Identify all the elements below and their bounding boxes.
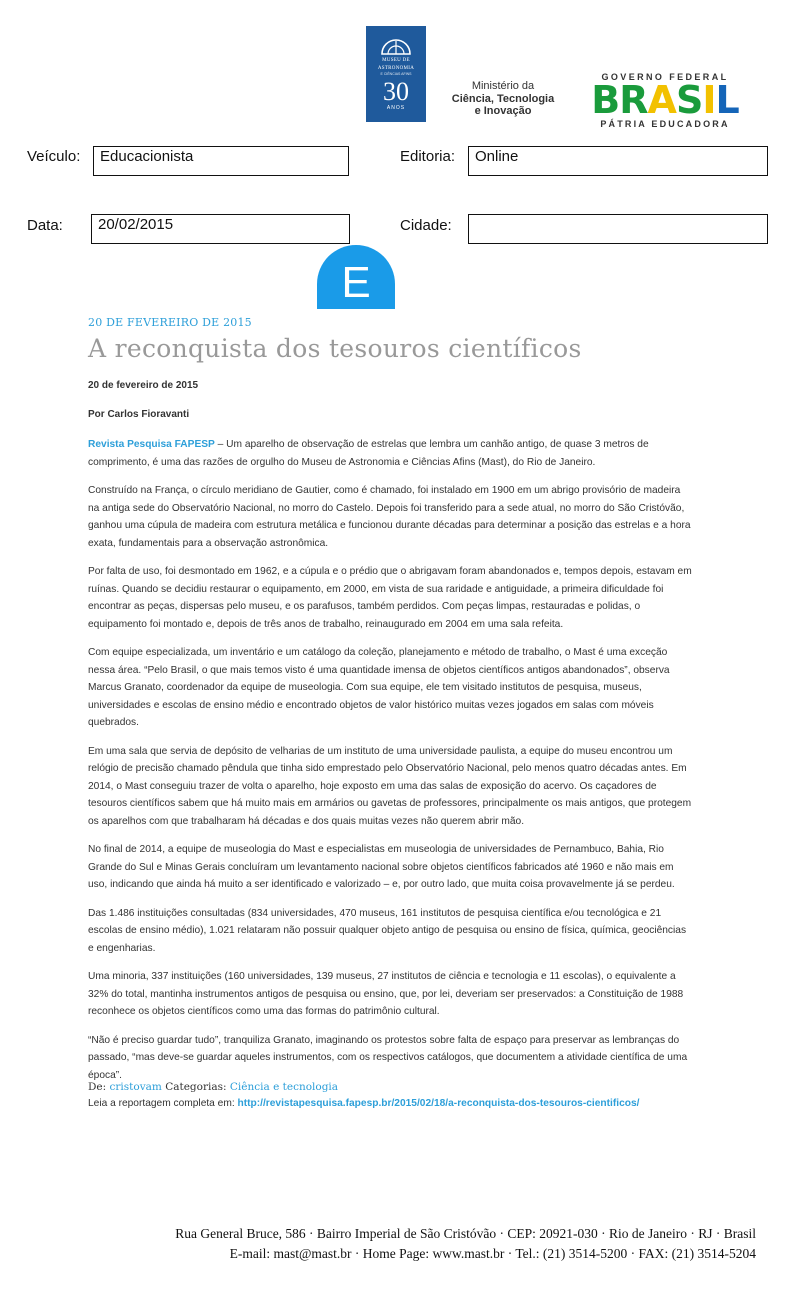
meta-de-label: De: [88, 1081, 110, 1093]
cidade-field[interactable] [468, 214, 768, 244]
brasil-letter: R [619, 78, 648, 122]
article-paragraph: Com equipe especializada, um inventário e um catálogo da coleção, planejamento e método de trabalho, o Mast é uma exceção nessa área. “Pelo Brasil, o que mais temos visto é uma quantidade imensa de objetos científicos antigos abandonados”, observa Marcus Granato, coordenador da equipe de museologia. Com sua equipe, ele tem visitado institutos de pesquisa, museus, universidades e escolas de ensino médio e encontrado objetos de valor histórico muitas vezes jogados em salas com móveis quebrados. [88, 647, 670, 728]
paragraph-text: Leia a reportagem completa em: [88, 1098, 238, 1109]
editoria-label: Editoria: [400, 148, 456, 165]
brasil-letter: S [675, 78, 703, 122]
ministerio-line1: Ministério da [471, 80, 535, 92]
editoria-field[interactable]: Online [468, 146, 768, 176]
article-paragraph: Por falta de uso, foi desmontado em 1962, e a cúpula e o prédio que o abrigavam foram abandonados e, tempos depois, estavam em ruínas. Quando se decidiu restaurar o equipamento, em 2000, em vista de sua raridade e antiguidade, a primeira dificuldade foi encontrar as peças, dispersas pelo museu, e os parafusos, também perdidos. Com peças limpas, restauradas e polidas, o equipamento foi montado e, depois de três anos de trabalho, reinaugurado em 2004 em uma sala refeita. [88, 566, 692, 630]
brasil-letter: B [591, 78, 620, 122]
mast-name-line3: E CIÊNCIAS AFINS [380, 72, 412, 76]
cidade-label: Cidade: [400, 217, 452, 234]
observatory-dome-icon [379, 32, 413, 56]
article-paragraph: Construído na França, o círculo meridiano de Gautier, como é chamado, foi instalado em 1900 em um abrigo provisório de madeira na antiga sede do Observatório Nacional, no morro do Castelo. Depois foi transferido para a sede atual, no morro do São Cristóvão, ganhou uma cúpula de madeira com estrutura metálica e funcionou durante décadas para determinar a posição das estrelas e a hora exata, fundamentais para a observação astronômica. [88, 485, 691, 549]
source-link[interactable]: Revista Pesquisa FAPESP [88, 439, 215, 450]
article-paragraph [88, 1095, 693, 1113]
data-field[interactable]: 20/02/2015 [91, 214, 350, 244]
article-date-header: 20 DE FEVEREIRO DE 2015 [88, 316, 252, 329]
brasil-letter: A [647, 78, 676, 122]
author-link[interactable]: cristovam [109, 1081, 162, 1093]
article-paragraph: “Não é preciso guardar tudo”, tranquiliza Granato, imaginando os protestos sobre falta de espaço para preservar as lembranças do passado, “mas deve-se guardar aqueles instrumentos, com os respectivos catálogos, que documentem a atividade científica de uma época”. [88, 1034, 688, 1081]
brasil-letter: L [715, 78, 739, 122]
category-link[interactable]: Ciência e tecnologia [229, 1081, 339, 1093]
article-author: Por Carlos Fioravanti [88, 409, 190, 420]
veiculo-label: Veículo: [27, 148, 81, 165]
educacionista-badge: E [317, 245, 395, 309]
mast-name-line2: ASTRONOMIA [377, 66, 415, 71]
address-line: Rua General Bruce, 586 · Bairro Imperial de São Cristóvão · CEP: 20921-030 · Rio de Janeiro · RJ · Brasil [175, 1226, 756, 1241]
ministerio-logo [444, 80, 562, 118]
article-meta [88, 1081, 338, 1093]
mast-anos: ANOS [386, 105, 406, 111]
full-article-link[interactable]: http://revistapesquisa.fapesp.br/2015/02/18/a-reconquista-dos-tesouros-cientificos/ [237, 1098, 640, 1109]
mast-logo [366, 26, 426, 122]
governo-federal-text: GOVERNO FEDERAL [601, 72, 729, 82]
ministerio-line2: Ciência, Tecnologia [451, 92, 555, 105]
article-body [88, 436, 693, 1124]
veiculo-field[interactable]: Educacionista [93, 146, 349, 176]
brasil-wordmark [582, 78, 748, 122]
article-paragraph: Das 1.486 instituições consultadas (834 universidades, 470 museus, 161 institutos de pesquisa científica e/ou tecnológica e 21 escolas de ensino médio), 1.021 relataram não possuir qualquer objeto antigo de pesquisa ou ensino de física, química, geociências e engenharias. [88, 907, 687, 954]
governo-federal-logo [582, 72, 748, 129]
ministerio-line3: e Inovação [474, 105, 532, 117]
footer-address [175, 1224, 756, 1264]
meta-categories-label: Categorias: [161, 1081, 230, 1093]
data-label: Data: [27, 217, 63, 234]
paragraph-text: – Um aparelho de observação de estrelas que lembra um canhão antigo, de quase 3 metros de comprimento, é uma das razões de orgulho do Museu de Astronomia e Ciências Afins (Mast), do Rio de Janeiro. [88, 439, 649, 468]
patria-educadora-text: PÁTRIA EDUCADORA [600, 119, 730, 129]
article-paragraph: Uma minoria, 337 instituições (160 universidades, 139 museus, 27 institutos de ciência e tecnologia e 11 escolas), o equivalente a 32% do total, mantinha instrumentos antigos de pesquisa ou ensino, que, por lei, deveriam ser preservados: a Constituição de 1988 reconhece os objetos científicos como uma das formas do patrimônio cultural. [88, 971, 684, 1017]
article-paragraph [88, 436, 693, 471]
mast-anniversary-number: 30 [383, 77, 409, 106]
mast-name-line1: MUSEU DE [382, 58, 410, 63]
article-paragraph: No final de 2014, a equipe de museologia do Mast e especialistas em museologia de universidades de Pernambuco, Bahia, Rio Grande do Sul e Minas Gerais concluíram um levantamento nacional sobre objetos científicos fabricados até 1960 e não mais em uso, indicando que ainda há muito a ser identificado e valorizado – e, por outro lado, que muita coisa provavelmente já se perdeu. [88, 844, 675, 890]
brasil-letter: I [702, 78, 716, 122]
article-date: 20 de fevereiro de 2015 [88, 380, 199, 391]
contact-line: E-mail: mast@mast.br · Home Page: www.mast.br · Tel.: (21) 3514-5200 · FAX: (21) 3514-5204 [229, 1246, 756, 1261]
article-title[interactable]: A reconquista dos tesouros científicos [88, 334, 582, 363]
article-paragraph: Em uma sala que servia de depósito de velharias de um instituto de uma universidade paulista, a equipe do museu encontrou um relógio de precisão chamado pêndula que tinha sido emprestado pelo Observatório Nacional, pelo menos quatro décadas antes. Em 2014, o Mast conseguiu trazer de volta o aparelho, hoje exposto em uma das salas de exposição do acervo. Os caçadores de tesouros científicos sabem que há muito mais em armários ou gavetas de professores, principalmente os mais antigos, que protegem os aparelhos com que trabalharam há décadas e dos quais muitas vezes não querem abrir mão. [88, 745, 692, 827]
